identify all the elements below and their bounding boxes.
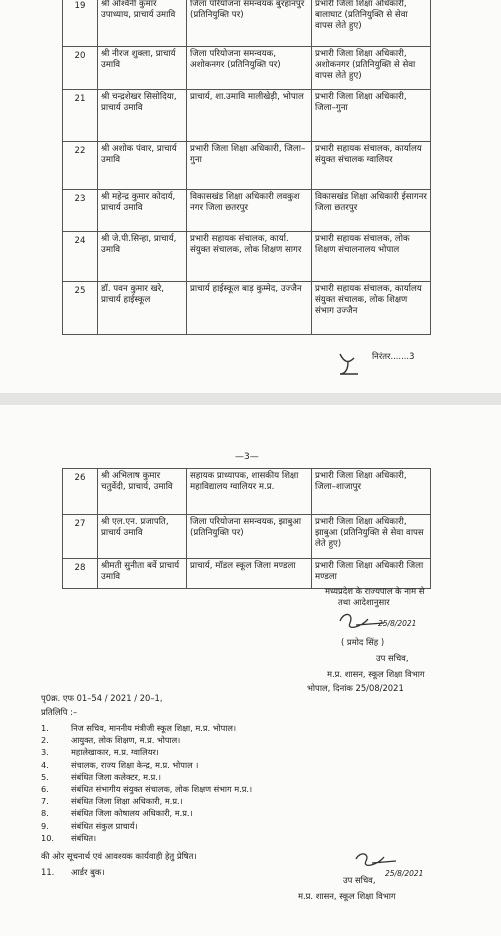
document-page-3 xyxy=(0,405,501,936)
officer-name: श्री महेन्द्र कुमार कोदार्य, प्राचार्य उमावि xyxy=(98,190,187,232)
serial-number: 27 xyxy=(63,515,98,559)
signature-date-2: 25/8/2021 xyxy=(385,869,424,878)
officer-name: श्री एल.एन. प्रजापति, प्राचार्य उमावि xyxy=(98,515,187,559)
new-posting: प्रभारी जिला शिक्षा अधिकारी, बालाघाट (प्रतिनियुक्ति से सेवा वापस लेते हुए) xyxy=(312,0,431,47)
list-number: 8. xyxy=(41,808,49,819)
current-posting: प्रभारी जिला शिक्षा अधिकारी, जिला–गुना xyxy=(187,142,312,190)
transfer-table-final xyxy=(62,468,431,589)
list-item xyxy=(41,833,252,845)
table-row xyxy=(63,90,431,142)
current-posting: सहायक प्राध्यापक, शासकीय शिक्षा महाविद्यालय ग्वालियर म.प्र. xyxy=(187,469,312,515)
table-row xyxy=(63,0,431,47)
serial-number: 28 xyxy=(63,559,98,589)
officer-name: श्री अशोक पंवार, प्राचार्य उमावि xyxy=(98,142,187,190)
new-posting: विकासखंड शिक्षा अधिकारी ईसागनर जिला छतरपुर xyxy=(312,190,431,232)
list-item xyxy=(41,735,252,747)
officer-title: उप सचिव, xyxy=(376,653,409,663)
table-row xyxy=(63,47,431,90)
table-row xyxy=(63,142,431,190)
serial-number: 22 xyxy=(63,142,98,190)
officer-name: श्री अभिलाष कुमार चतुर्वेदी, प्राचार्य, उमावि xyxy=(98,469,187,515)
serial-number: 26 xyxy=(63,469,98,515)
list-text: संबंधित जिला कलेक्टर, म.प्र.। xyxy=(71,771,161,782)
current-posting: जिला परियोजना समन्वयक, झाबुआ (प्रतिनियुक्ति पर) xyxy=(187,515,312,559)
officer-name: ( प्रमोद सिंह ) xyxy=(341,637,385,647)
place-and-date: भोपाल, दिनांक 25/08/2021 xyxy=(307,683,404,693)
table-row xyxy=(63,232,431,282)
transfer-table-continued xyxy=(62,0,431,335)
current-posting: जिला परियोजना समन्वयक बुरहानपुर (प्रतिनियुक्ति पर) xyxy=(187,0,312,47)
serial-number: 25 xyxy=(63,282,98,335)
current-posting: प्राचार्य हाईस्कूल बाड़ कुम्मेद, उज्जैन xyxy=(187,282,312,335)
serial-number: 20 xyxy=(63,47,98,90)
current-posting: जिला परियोजना समन्वयक, अशोकनगर (प्रतिनियुक्ति पर) xyxy=(187,47,312,90)
list-text: आर्डर बुक। xyxy=(71,867,105,877)
officer-name: श्री अश्विनी कुमार उपाध्याय, प्राचार्य उमावि xyxy=(98,0,187,47)
reference-number: पृ0क्र. एफ 01–54 / 2021 / 20–1, xyxy=(41,693,163,703)
officer-title-2: उप सचिव, xyxy=(343,875,376,885)
list-item xyxy=(41,772,252,784)
officer-name: डॉ. पवन कुमार खरे, प्राचार्य हाईस्कूल xyxy=(98,282,187,335)
serial-number: 23 xyxy=(63,190,98,232)
initial-signature xyxy=(336,348,362,378)
list-number: 10. xyxy=(41,832,55,843)
copy-to-label: प्रतिलिपि :– xyxy=(41,707,78,717)
list-text: निज सचिव, माननीय मंत्रीजी स्कूल शिक्षा, म.प्र. भोपाल। xyxy=(71,723,237,733)
new-posting: प्रभारी जिला शिक्षा अधिकारी जिला मण्डला xyxy=(312,559,431,589)
list-number: 4. xyxy=(41,759,49,770)
new-posting: प्रभारी सहायक संचालक, कार्यालय संयुक्त संचालक ग्वालियर xyxy=(312,142,431,190)
list-number: 7. xyxy=(41,796,49,807)
list-text: संबंधित जिला कोषालय अधिकारी, म.प्र.। xyxy=(71,808,193,819)
officer-name: श्री नीरज शुक्ला, प्राचार्य उमावि xyxy=(98,47,187,90)
list-item xyxy=(41,808,252,820)
new-posting: प्रभारी जिला शिक्षा अधिकारी, जिला–शाजापुर xyxy=(312,469,431,515)
table-row xyxy=(63,282,431,335)
list-text: संबंधित संभागीय संयुक्त संचालक, लोक शिक्षण संभाग म.प्र.। xyxy=(71,783,253,794)
department-line-1: म.प्र. शासन, स्कूल शिक्षा विभाग xyxy=(327,669,425,679)
current-posting: प्रभारी सहायक संचालक, कार्या. संयुक्त संचालक, लोक शिक्षण सागर xyxy=(187,232,312,282)
order-line-1: मध्यप्रदेश के राज्यपाल के नाम से xyxy=(325,586,425,596)
current-posting: प्राचार्य, मॉडल स्कूल जिला मण्डला xyxy=(187,559,312,589)
serial-number: 19 xyxy=(63,0,98,47)
page-number: —3— xyxy=(235,452,259,462)
table-row xyxy=(63,190,431,232)
officer-name: श्रीमती सुनीता बर्वे प्राचार्य उमावि xyxy=(98,559,187,589)
list-number: 3. xyxy=(41,747,49,758)
current-posting: विकासखंड शिक्षा अधिकारी लवकुश नगर जिला छतरपुर xyxy=(187,190,312,232)
list-text: संबंधित। xyxy=(71,832,97,843)
list-text: संबंधित संकुल प्राचार्य। xyxy=(71,820,138,831)
signature-date-1: 25/8/2021 xyxy=(378,619,417,628)
list-number: 1. xyxy=(41,723,49,733)
officer-name: श्री चन्द्रशेखर सिसोदिया, प्राचार्य उमावि xyxy=(98,90,187,142)
new-posting: प्रभारी जिला शिक्षा अधिकारी, जिला–गुना xyxy=(312,90,431,142)
list-number: 9. xyxy=(41,820,49,831)
officer-signature-2 xyxy=(352,849,402,871)
table-row xyxy=(63,515,431,559)
list-text: संबंधित जिला शिक्षा अधिकारी, म.प्र.। xyxy=(71,796,183,807)
table-row xyxy=(63,469,431,515)
list-item xyxy=(41,821,252,833)
list-number: 11. xyxy=(41,867,55,877)
new-posting: प्रभारी सहायक संचालक, लोक शिक्षण संचालनालय भोपाल xyxy=(312,232,431,282)
new-posting: प्रभारी सहायक संचालक, कार्यालय संयुक्त संचालक, लोक शिक्षण संभाग उज्जैन xyxy=(312,282,431,335)
list-text: आयुक्त, लोक शिक्षण, म.प्र. भोपाल। xyxy=(71,735,181,746)
new-posting: प्रभारी जिला शिक्षा अधिकारी, झाबुआ (प्रतिनियुक्ति से सेवा वापस लेते हुए) xyxy=(312,515,431,559)
serial-number: 21 xyxy=(63,90,98,142)
page-separator xyxy=(0,393,501,405)
current-posting: प्राचार्य, शा.उमावि मालीखेड़ी, भोपाल xyxy=(187,90,312,142)
officer-name: श्री जे.पी.सिन्हा, प्राचार्य, उमावि xyxy=(98,232,187,282)
list-item xyxy=(41,796,252,808)
continued-note: निरंतर.......3 xyxy=(372,351,415,361)
department-line-2: म.प्र. शासन, स्कूल शिक्षा विभाग xyxy=(298,891,396,901)
list-text: महालेखाकार, म.प्र. ग्वालियर। xyxy=(71,747,159,758)
new-posting: प्रभारी जिला शिक्षा अधिकारी, अशोकनगर (प्रतिनियुक्ति से सेवा वापस लेते हुए) xyxy=(312,47,431,90)
serial-number: 24 xyxy=(63,232,98,282)
list-item xyxy=(41,723,252,735)
list-item xyxy=(41,747,252,759)
list-number: 6. xyxy=(41,783,49,794)
list-number: 2. xyxy=(41,735,49,746)
table-row xyxy=(63,559,431,589)
list-number: 5. xyxy=(41,771,49,782)
forwarded-note: की ओर सूचनार्थ एवं आवश्यक कार्यवाही हेतु प्रेषित। xyxy=(41,851,197,861)
order-line-2: तथा आदेशानुसार xyxy=(338,597,390,607)
list-item xyxy=(41,784,252,796)
document-page-2 xyxy=(0,0,501,393)
list-item xyxy=(41,760,252,772)
order-book-item xyxy=(41,867,105,878)
list-text: संचालक, राज्य शिक्षा केन्द्र, म.प्र. भोपाल । xyxy=(71,759,199,770)
copy-list xyxy=(41,723,252,845)
